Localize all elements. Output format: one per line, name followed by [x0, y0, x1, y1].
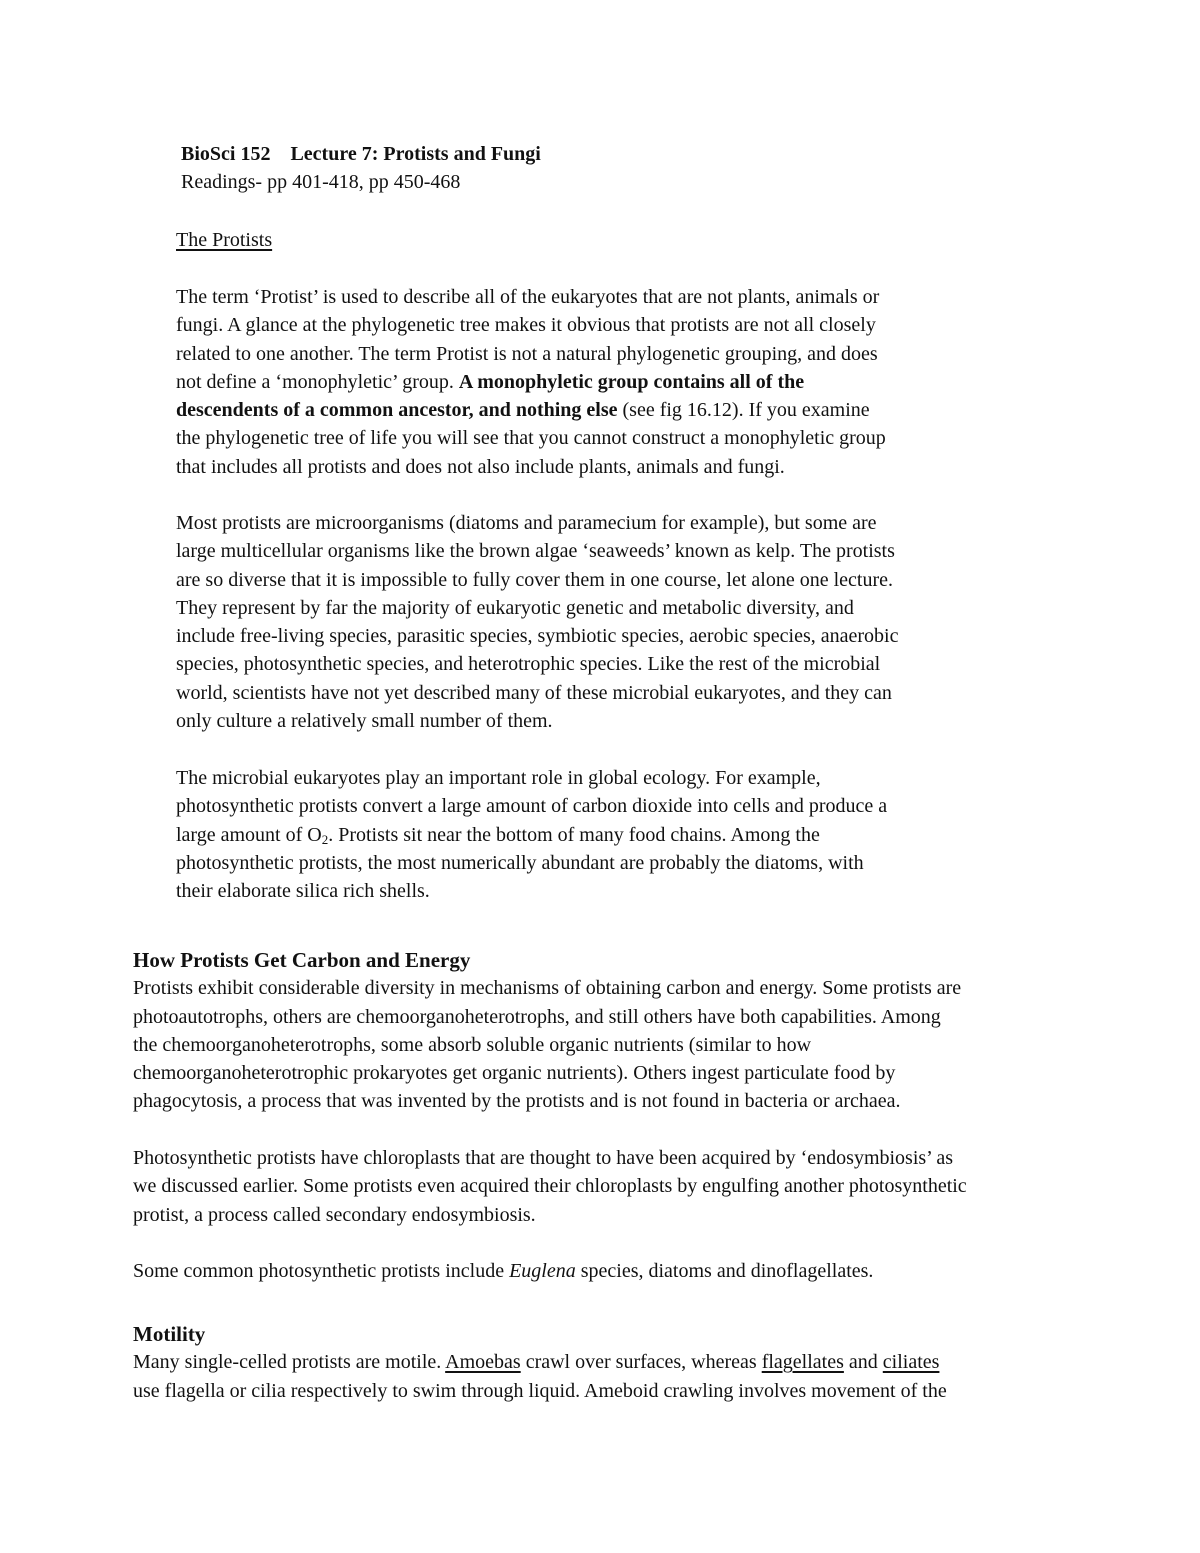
paragraph-line [133, 1348, 947, 1376]
paragraph-protist-definition [176, 283, 886, 481]
paragraph-line: phagocytosis, a process that was invented by the protists and is not found in bacteria or archaea. [133, 1090, 901, 1113]
lecture-topic: Protists and Fungi [383, 143, 541, 165]
bold-definition-end: descendents of a common ancestor, and nothing else [176, 399, 618, 422]
paragraph-line: protist, a process called secondary endosymbiosis. [133, 1203, 536, 1226]
term-ciliates: ciliates [882, 1351, 940, 1374]
lecture-number: Lecture 7: [290, 143, 379, 165]
paragraph-line: Most protists are microorganisms (diatoms and paramecium for example), but some are [176, 512, 877, 534]
paragraph-protist-diversity [176, 509, 899, 735]
paragraph-line: chemoorganoheterotrophic prokaryotes get organic nutrients). Others ingest particulate food by [133, 1062, 896, 1085]
paragraph-line [176, 368, 886, 396]
paragraph-line: the chemoorganoheterotrophs, some absorb soluble organic nutrients (similar to how [133, 1033, 812, 1056]
paragraph-line [176, 396, 886, 424]
motility-section [133, 1320, 947, 1405]
paragraph-line: large multicellular organisms like the brown algae ‘seaweeds’ known as kelp. The protists [176, 540, 895, 563]
document-title [181, 140, 541, 168]
paragraph-line: are so diverse that it is impossible to fully cover them in one course, let alone one lecture. [176, 568, 894, 591]
paragraph-line: They represent by far the majority of eukaryotic genetic and metabolic diversity, and [176, 596, 854, 619]
carbon-energy-section [133, 946, 961, 1116]
italic-genus: Euglena [509, 1260, 576, 1282]
paragraph-line: include free-living species, parasitic species, symbiotic species, aerobic species, anaerobic [176, 625, 899, 648]
paragraph-line: only culture a relatively small number of them. [176, 710, 553, 733]
paragraph-common-protists [133, 1257, 873, 1285]
bold-definition-start: A monophyletic group contains all of the [458, 370, 805, 393]
paragraph-line: photoautotrophs, others are chemoorganoheterotrophs, and still others have both capabilities. Among [133, 1005, 941, 1028]
paragraph-line: species, photosynthetic species, and heterotrophic species. Like the rest of the microbial [176, 653, 881, 676]
text-run: (see fig 16.12). If you examine [617, 399, 870, 422]
text-run: large amount of O [176, 823, 322, 846]
course-code: BioSci 152 [181, 143, 271, 165]
term-amoebas: Amoebas [445, 1351, 521, 1374]
paragraph-line: that includes all protists and does not also include plants, animals and fungi. [176, 455, 785, 478]
protists-heading-block [176, 226, 272, 254]
paragraph-line [133, 1257, 873, 1285]
paragraph-line: The microbial eukaryotes play an important role in global ecology. For example, [176, 767, 821, 789]
text-run: not define a ‘monophyletic’ group. [176, 370, 459, 393]
paragraph-line: we discussed earlier. Some protists even acquired their chloroplasts by engulfing another photosynthetic [133, 1175, 967, 1198]
paragraph-chloroplasts [133, 1144, 967, 1229]
readings-line: Readings- pp 401-418, pp 450-468 [181, 171, 461, 193]
paragraph-line: The term ‘Protist’ is used to describe all of the eukaryotes that are not plants, animals or [176, 286, 880, 308]
paragraph-line: Photosynthetic protists have chloroplasts that are thought to have been acquired by ‘endosymbiosis’ as [133, 1147, 954, 1169]
motility-heading: Motility [133, 1322, 206, 1346]
paragraph-line: use flagella or cilia respectively to swim through liquid. Ameboid crawling involves movement of the [133, 1379, 947, 1402]
paragraph-line [176, 821, 887, 849]
paragraph-line: the phylogenetic tree of life you will see that you cannot construct a monophyletic group [176, 427, 886, 450]
protists-heading: The Protists [176, 229, 273, 251]
term-flagellates: flagellates [761, 1351, 844, 1374]
paragraph-line: their elaborate silica rich shells. [176, 880, 430, 903]
text-run: Some common photosynthetic protists include [133, 1260, 510, 1282]
text-run: and [843, 1351, 883, 1374]
text-run: Many single-celled protists are motile. [133, 1351, 446, 1374]
title-block [181, 140, 541, 196]
paragraph-line: fungi. A glance at the phylogenetic tree makes it obvious that protists are not all closely [176, 314, 876, 337]
paragraph-line: photosynthetic protists, the most numerically abundant are probably the diatoms, with [176, 851, 864, 874]
text-run: crawl over surfaces, whereas [520, 1351, 762, 1374]
text-run: . Protists sit near the bottom of many food chains. Among the [328, 823, 820, 846]
paragraph-line: photosynthetic protists convert a large amount of carbon dioxide into cells and produce a [176, 795, 888, 818]
paragraph-line: related to one another. The term Protist is not a natural phylogenetic grouping, and does [176, 342, 878, 365]
paragraph-global-ecology [176, 764, 887, 905]
subscript: 2 [321, 831, 329, 847]
text-run: species, diatoms and dinoflagellates. [575, 1260, 874, 1282]
paragraph-line: Protists exhibit considerable diversity in mechanisms of obtaining carbon and energy. Some protists are [133, 977, 962, 1000]
carbon-energy-heading: How Protists Get Carbon and Energy [133, 948, 471, 972]
paragraph-line: world, scientists have not yet described many of these microbial eukaryotes, and they can [176, 681, 892, 704]
